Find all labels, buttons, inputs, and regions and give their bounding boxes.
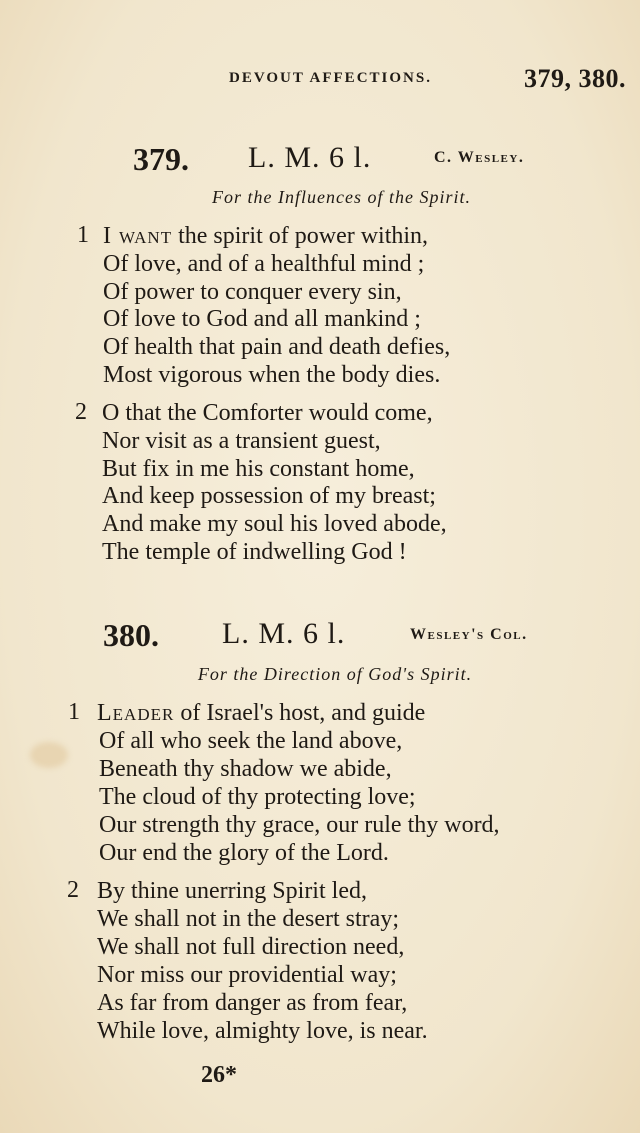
signature-mark: 26* bbox=[201, 1062, 237, 1088]
verse-line: The temple of indwelling God ! bbox=[102, 539, 407, 565]
hymn-subtitle: For the Direction of God's Spirit. bbox=[197, 664, 473, 684]
verse-line: But fix in me his constant home, bbox=[102, 456, 415, 482]
hymn-number: 380. bbox=[103, 617, 159, 653]
verse-line: Of love to God and all mankind ; bbox=[103, 306, 421, 332]
verse-line: We shall not full direction need, bbox=[97, 934, 405, 960]
verse-line: Of power to conquer every sin, bbox=[103, 279, 402, 305]
hymn-meter: L. M. 6 l. bbox=[222, 617, 346, 650]
hymn-author: Wesley's Col. bbox=[410, 626, 528, 643]
running-hymn-numbers: 379, 380. bbox=[524, 64, 626, 93]
verse-line: O that the Comforter would come, bbox=[102, 400, 433, 426]
verse-line: Of health that pain and death defies, bbox=[103, 334, 451, 360]
hymn-number: 379. bbox=[133, 141, 189, 177]
verse-number: 1 bbox=[77, 222, 89, 248]
verse-line: And keep possession of my breast; bbox=[102, 483, 436, 509]
verse-line: Our end the glory of the Lord. bbox=[99, 840, 389, 866]
verse-line bbox=[97, 699, 425, 727]
verse-line: Of love, and of a healthful mind ; bbox=[103, 251, 425, 277]
verse-line bbox=[103, 222, 428, 250]
hymn-subtitle: For the Influences of the Spirit. bbox=[212, 187, 471, 207]
hymn-379-header bbox=[0, 141, 640, 181]
verse-number: 2 bbox=[75, 399, 87, 425]
running-head bbox=[0, 66, 640, 96]
running-title: DEVOUT AFFECTIONS. bbox=[229, 70, 432, 86]
verse-line: Of all who seek the land above, bbox=[99, 728, 403, 754]
verse-line: Nor miss our providential way; bbox=[97, 962, 397, 988]
verse-line: Our strength thy grace, our rule thy word, bbox=[99, 812, 500, 838]
verse-first-word: I want bbox=[103, 223, 173, 249]
verse-first-line-rest: of Israel's host, and guide bbox=[174, 700, 426, 726]
hymn-380-header bbox=[0, 617, 640, 657]
verse-line: Beneath thy shadow we abide, bbox=[99, 756, 392, 782]
verse-number: 1 bbox=[68, 699, 80, 725]
verse-line: Nor visit as a transient guest, bbox=[102, 428, 381, 454]
verse-first-line-rest: the spirit of power within, bbox=[172, 223, 429, 249]
verse-line: We shall not in the desert stray; bbox=[97, 906, 399, 932]
verse-line: Most vigorous when the body dies. bbox=[103, 362, 441, 388]
hymn-meter: L. M. 6 l. bbox=[248, 141, 372, 174]
verse-number: 2 bbox=[67, 877, 79, 903]
verse-line: The cloud of thy protecting love; bbox=[99, 784, 416, 810]
verse-first-word: Leader bbox=[97, 700, 175, 726]
hymn-author: C. Wesley. bbox=[434, 149, 525, 166]
verse-line: By thine unerring Spirit led, bbox=[97, 878, 367, 904]
verse-line: While love, almighty love, is near. bbox=[97, 1018, 428, 1044]
paper-stain bbox=[30, 742, 68, 768]
verse-line: And make my soul his loved abode, bbox=[102, 511, 447, 537]
verse-line: As far from danger as from fear, bbox=[97, 990, 408, 1016]
